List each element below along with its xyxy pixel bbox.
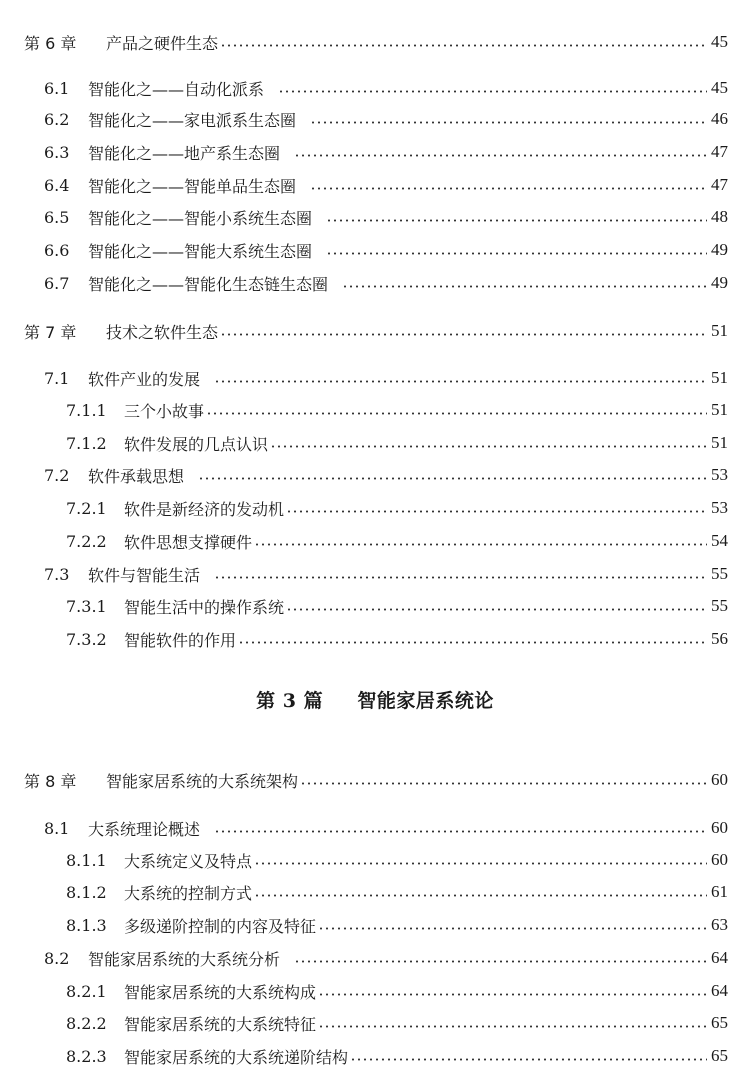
toc-entry-page: 64	[711, 948, 728, 967]
toc-entry-page: 55	[711, 564, 728, 583]
toc-entry-number: 7.2	[44, 465, 70, 485]
toc-entry-page: 53	[711, 465, 728, 484]
toc-entry-number: 7.2.1	[66, 498, 107, 518]
toc-entry-number: 7.1.2	[66, 433, 107, 453]
toc-entry	[0, 559, 750, 589]
toc-entry-number: 8.1.3	[66, 915, 107, 935]
toc-entry-page: 51	[711, 400, 728, 419]
leader-dots	[286, 607, 707, 611]
toc-entry-title: 大系统定义及特点	[124, 851, 253, 871]
toc-entry-number: 8.1	[44, 818, 70, 838]
leader-dots	[254, 861, 707, 865]
toc-entry-number: 8.1.1	[66, 850, 107, 870]
leader-dots	[214, 829, 707, 833]
toc-entry-title: 软件承载思想	[88, 466, 185, 486]
toc-entry	[0, 428, 750, 458]
toc-entry-page: 64	[711, 981, 728, 1000]
leader-dots	[318, 1024, 707, 1028]
toc-entry-title: 智能化之——地产系生态圈	[88, 143, 281, 163]
toc-entry-number: 7.3.1	[66, 596, 107, 616]
leader-dots	[318, 992, 707, 996]
toc-entry	[0, 624, 750, 654]
toc-entry	[0, 526, 750, 556]
toc-entry-title: 智能生活中的操作系统	[124, 597, 285, 617]
leader-dots	[318, 926, 707, 930]
leader-dots	[326, 251, 707, 255]
toc-entry-title: 智能家居系统的大系统递阶结构	[124, 1047, 349, 1067]
toc-entry	[0, 137, 750, 167]
toc-entry-page: 61	[711, 882, 728, 901]
toc-entry-title: 技术之软件生态	[106, 322, 219, 342]
toc-entry	[0, 765, 750, 795]
toc-entry	[0, 591, 750, 621]
toc-entry-number: 6.6	[44, 240, 70, 260]
toc-entry-number: 7.1	[44, 368, 70, 388]
leader-dots	[310, 120, 707, 124]
toc-entry-page: 65	[711, 1046, 728, 1065]
part-label: 第 3 篇	[256, 690, 324, 712]
toc-entry	[0, 202, 750, 232]
toc-entry-number: 6.5	[44, 207, 70, 227]
leader-dots	[254, 542, 707, 546]
toc-entry-title: 智能化之——自动化派系	[88, 79, 265, 99]
toc-entry-title: 智能化之——智能化生态链生态圈	[88, 274, 329, 294]
toc-entry-page: 49	[711, 273, 728, 292]
toc-entry	[0, 943, 750, 973]
toc-entry	[0, 813, 750, 843]
toc-entry-title: 三个小故事	[124, 401, 205, 421]
leader-dots	[214, 575, 707, 579]
toc-entry-page: 51	[711, 433, 728, 452]
toc-entry-page: 48	[711, 207, 728, 226]
part-name: 智能家居系统论	[357, 690, 494, 712]
toc-entry-page: 63	[711, 915, 728, 934]
toc-entry-number: 6.4	[44, 175, 70, 195]
toc-entry-page: 51	[711, 368, 728, 387]
toc-entry	[0, 460, 750, 490]
toc-entry-number: 第 6 章	[24, 33, 77, 53]
leader-dots	[310, 186, 707, 190]
toc-entry-title: 智能家居系统的大系统构成	[124, 982, 317, 1002]
toc-entry	[0, 493, 750, 523]
toc-entry	[0, 268, 750, 298]
toc-entry-page: 51	[711, 321, 728, 340]
toc-entry	[0, 1041, 750, 1071]
toc-entry-title: 智能化之——智能小系统生态圈	[88, 208, 313, 228]
leader-dots	[220, 332, 707, 336]
toc-entry-title: 软件与智能生活	[88, 565, 201, 585]
toc-entry-title: 多级递阶控制的内容及特征	[124, 916, 317, 936]
toc-entry-page: 49	[711, 240, 728, 259]
leader-dots	[294, 153, 707, 157]
toc-entry	[0, 170, 750, 200]
toc-entry-number: 6.3	[44, 142, 70, 162]
toc-entry-number: 8.2.2	[66, 1013, 107, 1033]
toc-entry-number: 8.1.2	[66, 882, 107, 902]
toc-entry-title: 智能家居系统的大系统架构	[106, 771, 299, 791]
leader-dots	[270, 444, 707, 448]
toc-entry-title: 软件思想支撑硬件	[124, 532, 253, 552]
toc-entry	[0, 104, 750, 134]
toc-entry-number: 7.2.2	[66, 531, 107, 551]
toc-entry-number: 第 8 章	[24, 771, 77, 791]
toc-entry-page: 65	[711, 1013, 728, 1032]
toc-entry-title: 软件发展的几点认识	[124, 434, 269, 454]
part-title	[0, 686, 750, 713]
toc-entry	[0, 910, 750, 940]
toc-entry-page: 56	[711, 629, 728, 648]
toc-entry-number: 第 7 章	[24, 322, 77, 342]
toc-entry-title: 智能软件的作用	[124, 630, 237, 650]
toc-entry-page: 46	[711, 109, 728, 128]
toc-entry-number: 8.2	[44, 948, 70, 968]
toc-entry-number: 7.3.2	[66, 629, 107, 649]
toc-entry-number: 6.7	[44, 273, 70, 293]
toc-entry	[0, 877, 750, 907]
leader-dots	[214, 379, 707, 383]
toc-entry-number: 7.3	[44, 564, 70, 584]
toc-entry-title: 软件是新经济的发动机	[124, 499, 285, 519]
toc-entry	[0, 363, 750, 393]
toc-entry	[0, 27, 750, 57]
toc-entry-number: 7.1.1	[66, 400, 107, 420]
toc-entry	[0, 976, 750, 1006]
leader-dots	[294, 959, 707, 963]
toc-entry	[0, 845, 750, 875]
toc-entry-page: 60	[711, 770, 728, 789]
toc-entry-title: 智能化之——智能大系统生态圈	[88, 241, 313, 261]
toc-entry-page: 45	[711, 32, 728, 51]
toc-entry	[0, 73, 750, 103]
toc-entry-title: 智能化之——智能单品生态圈	[88, 176, 297, 196]
leader-dots	[198, 476, 707, 480]
leader-dots	[286, 509, 707, 513]
toc-entry	[0, 316, 750, 346]
toc-entry	[0, 1008, 750, 1038]
toc-entry-number: 8.2.3	[66, 1046, 107, 1066]
toc-entry-page: 47	[711, 175, 728, 194]
leader-dots	[238, 640, 707, 644]
toc-entry-title: 智能家居系统的大系统分析	[88, 949, 281, 969]
toc-entry-title: 产品之硬件生态	[106, 33, 219, 53]
toc-entry-number: 6.1	[44, 78, 70, 98]
toc-entry	[0, 235, 750, 265]
leader-dots	[300, 781, 707, 785]
toc-entry	[0, 395, 750, 425]
toc-entry-page: 53	[711, 498, 728, 517]
toc-entry-page: 47	[711, 142, 728, 161]
toc-entry-page: 60	[711, 850, 728, 869]
toc-entry-page: 60	[711, 818, 728, 837]
toc-entry-title: 智能化之——家电派系生态圈	[88, 110, 297, 130]
toc-entry-page: 55	[711, 596, 728, 615]
leader-dots	[278, 89, 707, 93]
toc-entry-page: 54	[711, 531, 728, 550]
toc-entry-title: 软件产业的发展	[88, 369, 201, 389]
toc-entry-number: 8.2.1	[66, 981, 107, 1001]
toc-entry-number: 6.2	[44, 109, 70, 129]
leader-dots	[254, 893, 707, 897]
leader-dots	[326, 218, 707, 222]
leader-dots	[220, 43, 707, 47]
toc-entry-title: 智能家居系统的大系统特征	[124, 1014, 317, 1034]
toc-entry-page: 45	[711, 78, 728, 97]
toc-entry-title: 大系统理论概述	[88, 819, 201, 839]
leader-dots	[342, 284, 707, 288]
leader-dots	[206, 411, 707, 415]
toc-entry-title: 大系统的控制方式	[124, 883, 253, 903]
leader-dots	[350, 1057, 707, 1061]
